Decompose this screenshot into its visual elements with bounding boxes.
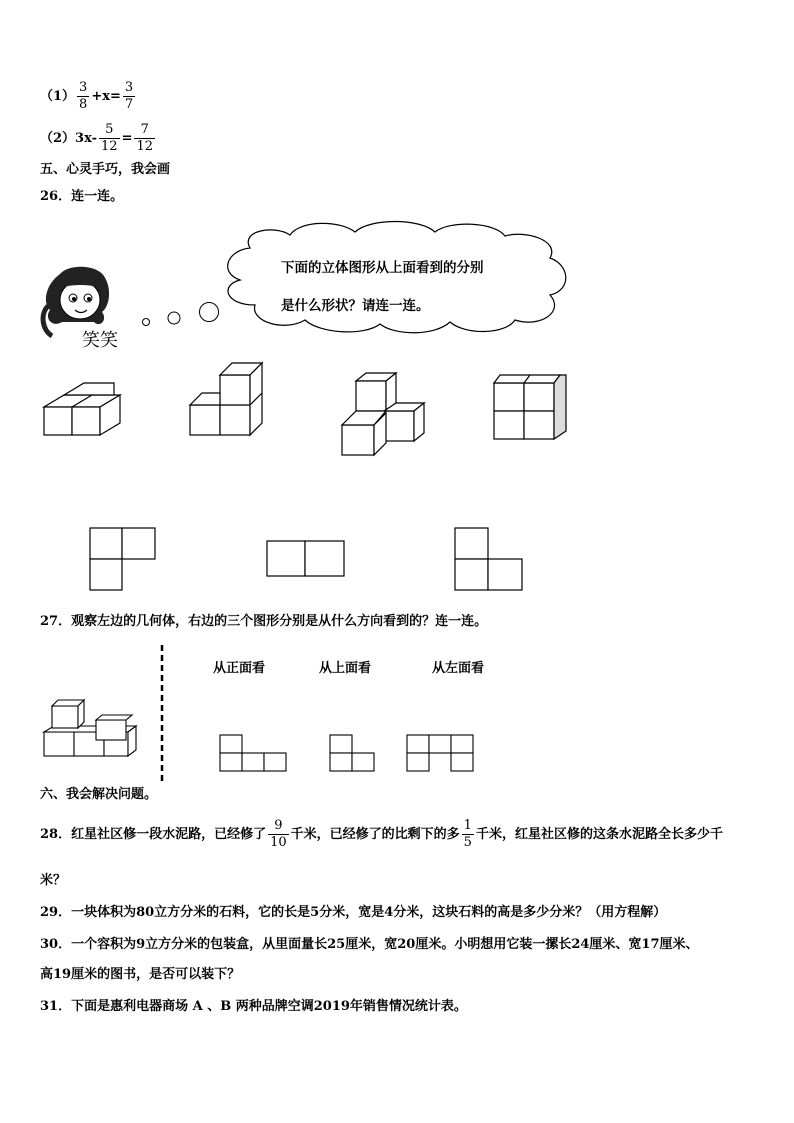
view-shape-left [407,735,473,771]
view-label-left: 从左面看 [432,661,485,676]
eq2-label: （2）3x- [40,130,98,146]
q27-solid [44,700,136,756]
question-28-line-2: 米？ [40,873,67,888]
eq1-mid: +x= [91,88,121,104]
section-5-heading: 五、心灵手巧，我会画 [40,162,171,177]
question-27: 27．观察左边的几何体，右边的三个图形分别是从什么方向看到的？连一连。 [40,614,488,629]
eq1-label: （1） [40,88,76,104]
q28-suffix: 千米，红星社区修的这条水泥路全长多少千 [475,826,723,842]
q28-fraction-1: $\frac{9}{10}$ [270,818,287,850]
question-29: 29．一块体积为80立方分米的石料，它的长是5分米，宽是4分米，这块石料的高是多少分米？（用方程解） [40,905,667,920]
question-30-line-1: 30．一个容积为9立方分米的包装盒，从里面量长25厘米，宽20厘米。小明想用它装一摞长24厘米、宽17厘米、 [40,937,699,952]
eq2-mid: = [121,130,133,146]
bubble-text-line-2: 是什么形状？请连一连。 [281,298,430,314]
eq2-fraction-left: $\frac{5}{12}$ [101,122,118,154]
section-6-heading: 六、我会解决问题。 [40,787,158,802]
question-30-line-2: 高19厘米的图书，是否可以装下？ [40,967,241,982]
view-label-top: 从上面看 [319,661,372,676]
eq1-fraction-right: $\frac{3}{7}$ [124,80,134,112]
girl-name-label: 笑笑 [82,330,118,351]
q28-prefix: 28．红星社区修一段水泥路，已经修了 [40,826,267,842]
bubble-text-line-1: 下面的立体图形从上面看到的分别 [281,260,484,276]
eq1-fraction-left: $\frac{3}{8}$ [79,80,88,112]
eq2-fraction-right: $\frac{7}{12}$ [136,122,154,154]
view-shape-top [330,735,374,771]
view-shape-front [220,735,286,771]
q28-middle: 千米，已经修了的比剩下的多 [290,826,460,842]
q28-fraction-2: $\frac{1}{5}$ [463,818,472,850]
question-26: 26．连一连。 [40,189,124,204]
question-28-line-1 [40,818,723,851]
question-31: 31．下面是惠利电器商场 A 、B 两种品牌空调2019年销售情况统计表。 [40,999,467,1014]
view-label-front: 从正面看 [213,661,266,676]
